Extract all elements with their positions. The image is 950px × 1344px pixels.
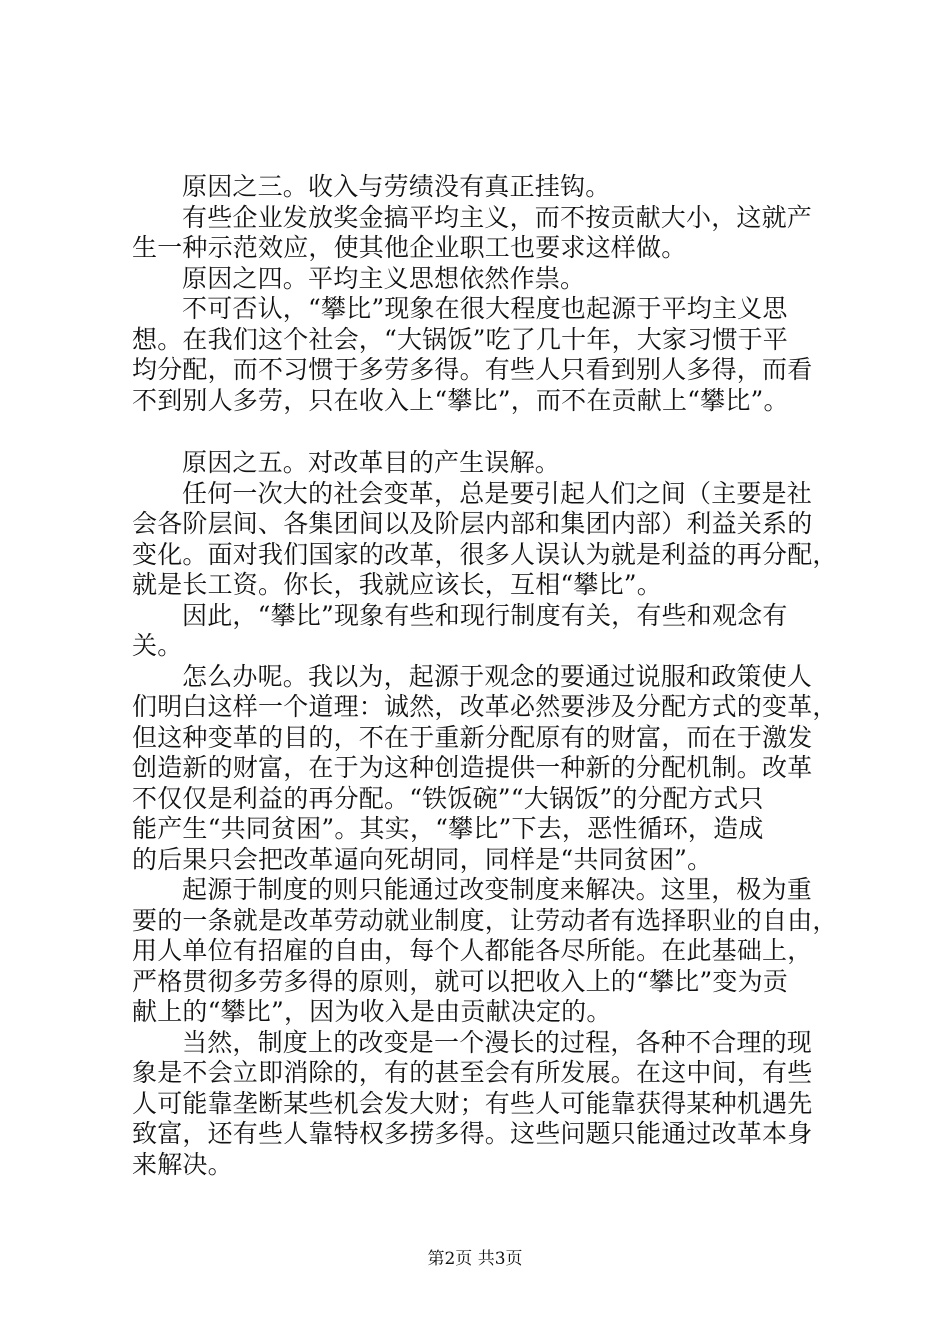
paragraph-spacer — [132, 416, 832, 448]
paragraph-heading-reason-3: 原因之三。收入与劳绩没有真正挂钩。 — [182, 172, 611, 201]
paragraph-line: 任何一次大的社会变革，总是要引起人们之间（主要是社 — [182, 478, 813, 508]
paragraph-line: 来解决。 — [132, 1149, 233, 1179]
paragraph-line: 怎么办呢。我以为，起源于观念的要通过说服和政策使人 — [182, 661, 813, 691]
paragraph-line: 严格贯彻多劳多得的原则，就可以把收入上的“攀比”变为贡 — [132, 966, 788, 996]
paragraph-line: 会各阶层间、各集团间以及阶层内部和集团内部）利益关系的 — [132, 509, 813, 538]
paragraph-line: 不仅仅是利益的再分配。“铁饭碗”“大锅饭”的分配方式只 — [132, 783, 764, 813]
paragraph-line: 创造新的财富，在于为这种创造提供一种新的分配机制。改革 — [132, 753, 813, 782]
paragraph-heading-reason-4: 原因之四。平均主义思想依然作祟。 — [182, 263, 586, 293]
paragraph-line: 均分配，而不习惯于多劳多得。有些人只看到别人多得，而看 — [132, 355, 813, 384]
paragraph-line: 就是长工资。你长，我就应该长，互相“攀比”。 — [132, 570, 662, 599]
paragraph-heading-reason-5: 原因之五。对改革目的产生误解。 — [182, 448, 561, 477]
paragraph-line: 关。 — [132, 631, 183, 660]
document-body — [132, 172, 838, 1180]
paragraph-line: 献上的“攀比”，因为收入是由贡献决定的。 — [132, 997, 612, 1026]
page-footer: 第2页 共3页 — [427, 1249, 523, 1269]
paragraph-line: 致富，还有些人靠特权多捞多得。这些问题只能通过改革本身 — [132, 1119, 813, 1148]
paragraph-line: 人可能靠垄断某些机会发大财；有些人可能靠获得某种机遇先 — [132, 1088, 813, 1118]
paragraph-line: 生一种示范效应，使其他企业职工也要求这样做。 — [132, 233, 687, 262]
paragraph-line: 有些企业发放奖金搞平均主义，而不按贡献大小，这就产 — [182, 202, 813, 232]
paragraph-line: 变化。面对我们国家的改革，很多人误认为就是利益的再分配， — [132, 539, 838, 569]
paragraph-line: 起源于制度的则只能通过改变制度来解决。这里，极为重 — [182, 875, 813, 904]
paragraph-line: 但这种变革的目的，不在于重新分配原有的财富，而在于激发 — [132, 722, 813, 752]
paragraph-line: 当然，制度上的改变是一个漫长的过程，各种不合理的现 — [182, 1027, 813, 1057]
paragraph-line: 们明白这样一个道理：诚然，改革必然要涉及分配方式的变革， — [132, 692, 838, 721]
paragraph-line: 能产生“共同贫困”。其实，“攀比”下去，恶性循环，造成 — [132, 814, 764, 843]
paragraph-line: 要的一条就是改革劳动就业制度，让劳动者有选择职业的自由， — [132, 905, 838, 935]
paragraph-line: 用人单位有招雇的自由，每个人都能各尽所能。在此基础上， — [132, 936, 813, 965]
paragraph-line: 不可否认，“攀比”现象在很大程度也起源于平均主义思 — [182, 294, 788, 323]
paragraph-line: 象是不会立即消除的，有的甚至会有所发展。在这中间，有些 — [132, 1058, 813, 1087]
paragraph-line: 不到别人多劳，只在收入上“攀比”，而不在贡献上“攀比”。 — [132, 385, 789, 415]
paragraph-line: 想。在我们这个社会，“大锅饭”吃了几十年，大家习惯于平 — [132, 324, 788, 354]
paragraph-line: 因此，“攀比”现象有些和现行制度有关，有些和观念有 — [182, 600, 788, 630]
paragraph-line: 的后果只会把改革逼向死胡同，同样是“共同贫困”。 — [132, 844, 713, 874]
